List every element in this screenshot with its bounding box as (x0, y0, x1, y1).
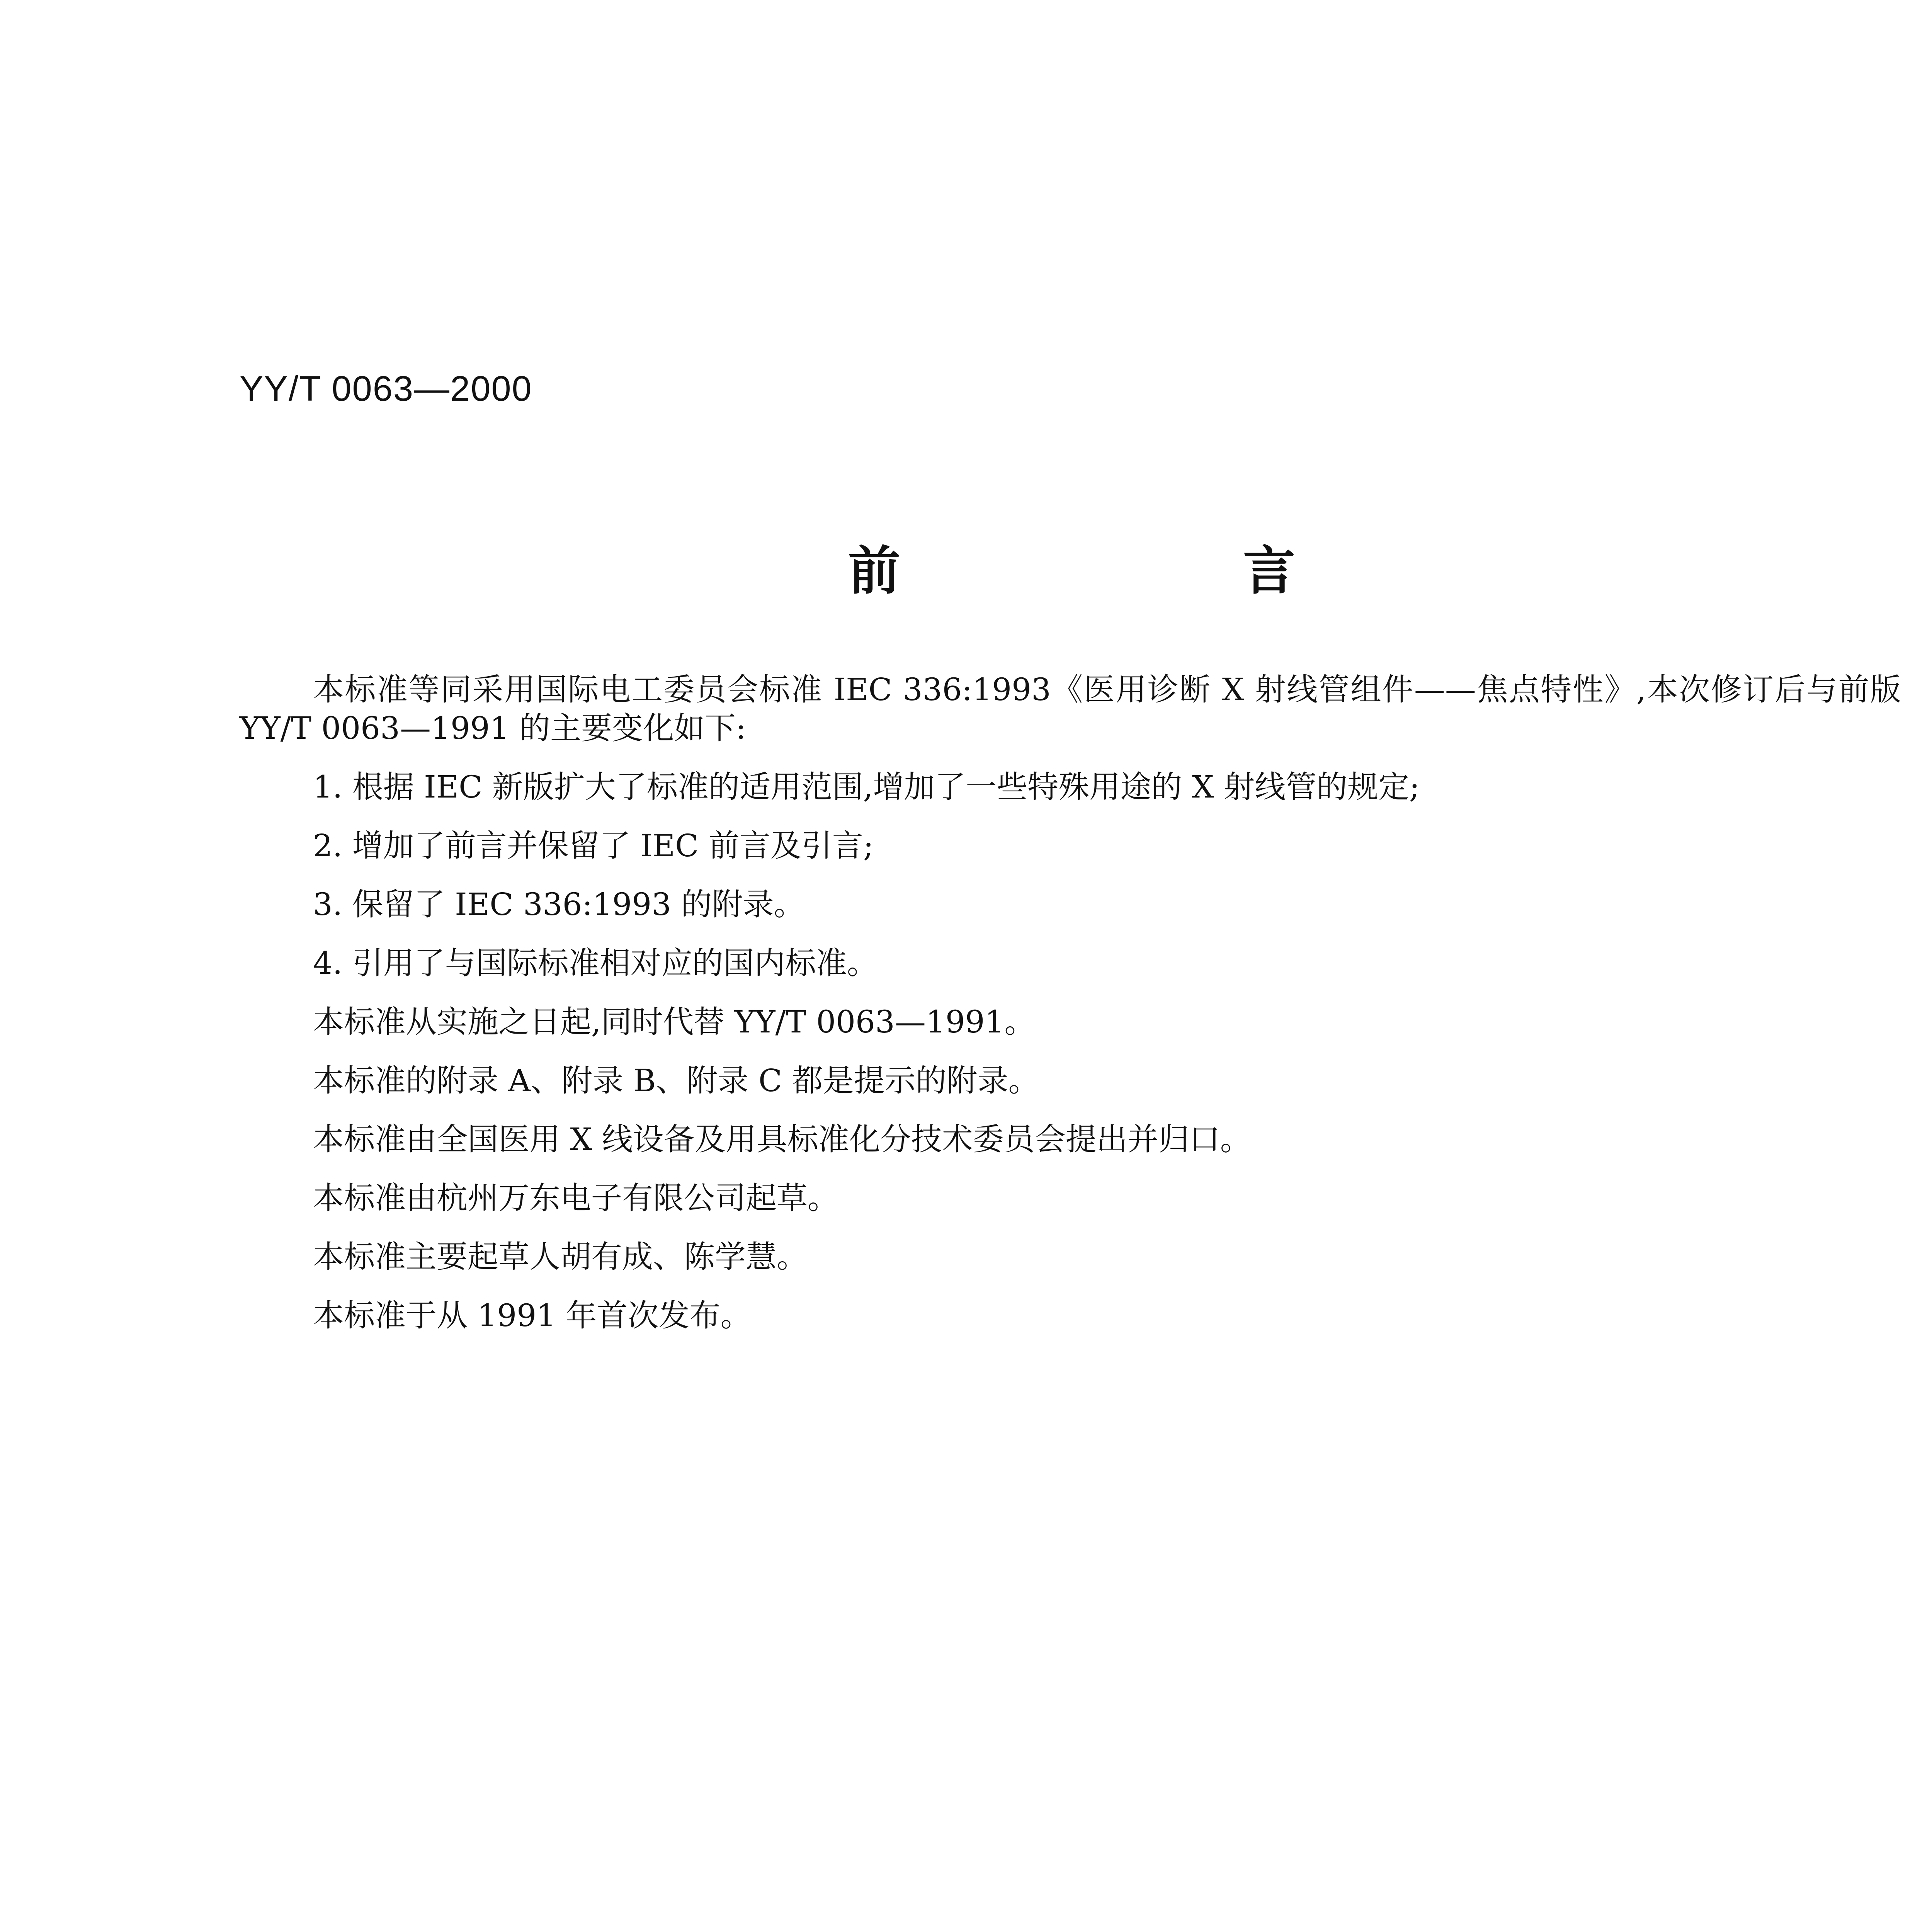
change-item-1: 1. 根据 IEC 新版扩大了标准的适用范围,增加了一些特殊用途的 X 射线管的规定; (313, 769, 1420, 805)
foreword-paragraph-intro: 本标准等同采用国际电工委员会标准 IEC 336:1993《医用诊断 X 射线管组件——焦点特性》,本次修订后与前版 YY/T 0063—1991 的主要变化如下: (240, 672, 1901, 746)
replacement-statement: 本标准从实施之日起,同时代替 YY/T 0063—1991。 (313, 1004, 1036, 1040)
principal-drafters: 本标准主要起草人胡有成、陈学慧。 (313, 1239, 808, 1275)
appendix-statement: 本标准的附录 A、附录 B、附录 C 都是提示的附录。 (313, 1063, 1039, 1099)
standard-number-header: YY/T 0063—2000 (240, 369, 532, 408)
proposer-statement: 本标准由全国医用 X 线设备及用具标准化分技术委员会提出并归口。 (313, 1121, 1251, 1157)
change-item-4: 4. 引用了与国际标准相对应的国内标准。 (313, 945, 878, 981)
foreword-body (240, 670, 1901, 1355)
page-title: 前 言 (848, 541, 1458, 601)
first-release-statement: 本标准于从 1991 年首次发布。 (313, 1298, 752, 1333)
change-item-2: 2. 增加了前言并保留了 IEC 前言及引言; (313, 828, 874, 864)
change-item-3: 3. 保留了 IEC 336:1993 的附录。 (313, 886, 805, 922)
drafter-statement: 本标准由杭州万东电子有限公司起草。 (313, 1180, 838, 1216)
